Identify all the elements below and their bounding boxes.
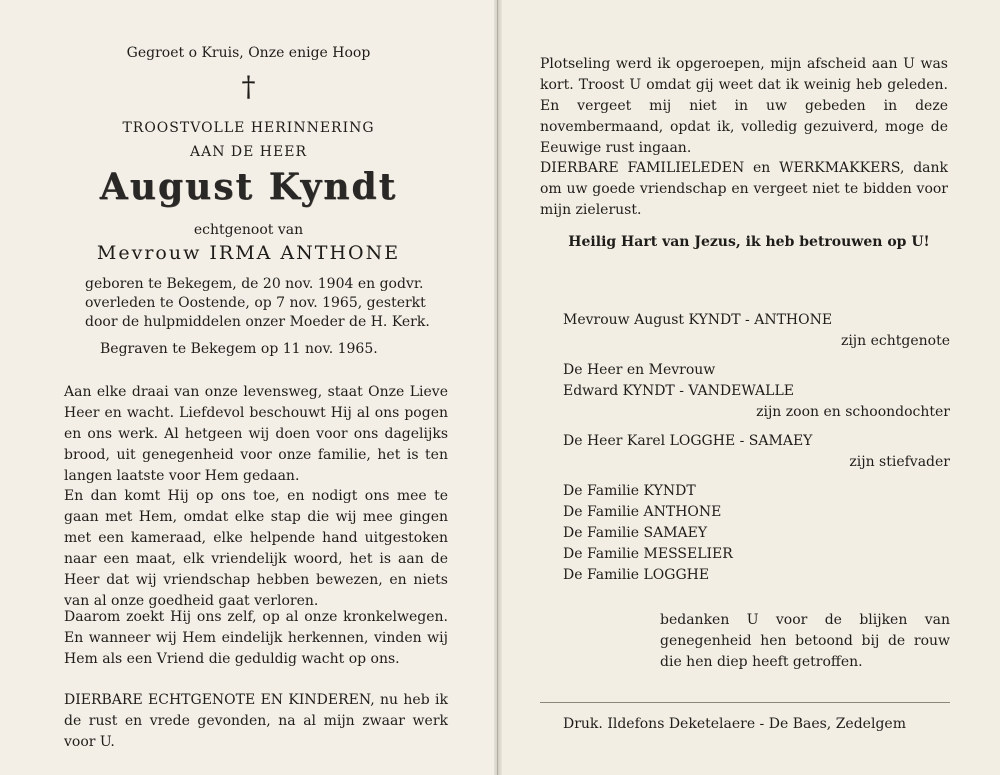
left-paragraph-3: Daarom zoekt Hij ons zelf, op al onze kronkelwegen. En wanneer wij Hem eindelijk herkennen, vinden wij Hem als een Vriend die geduldig wacht op ons. — [64, 609, 448, 667]
printer-credit: Druk. Ildefons Deketelaere - De Baes, Zedelgem — [563, 716, 906, 732]
left-paragraph-1: Aan elke draai van onze levensweg, staat Onze Lieve Heer en wacht. Liefdevol beschouwt Hij al ons pogen en ons werk. Al hetgeen wij doen voor ons dagelijks brood, uit genegenheid voor onze familie, het is ten langen laatste voor Hem gedaan. — [64, 384, 448, 484]
footer-divider — [540, 702, 950, 703]
mourner-2-intro: De Heer en Mevrouw — [563, 362, 716, 378]
dates-line-3: door de hulpmiddelen onzer Moeder de H. Kerk. — [85, 314, 430, 330]
right-paragraph-2: DIERBARE FAMILIELEDEN en WERKMAKKERS, dank om uw goede vriendschap en vergeet niet te bidden voor mijn zielerust. — [540, 160, 948, 218]
burial-line: Begraven te Bekegem op 11 nov. 1965. — [100, 341, 378, 357]
left-paragraph-4: DIERBARE ECHTGENOTE EN KINDEREN, nu heb ik de rust en vrede gevonden, na al mijn zwaar werk voor U. — [64, 692, 448, 750]
mourner-2-role: zijn zoon en schoondochter — [756, 404, 950, 420]
cross-icon: † — [241, 70, 256, 103]
left-paragraph-2: En dan komt Hij op ons toe, en nodigt ons mee te gaan met Hem, omdat elke stap die wij mee gingen met een kameraad, elke helpende hand uitgestoken naar een maat, elk vriendelijk woord, het is aan de Heer dat wij vriendschap hebben bewezen, en niets van al onze goedheid gaat verloren. — [64, 488, 448, 609]
right-page — [498, 0, 1000, 775]
dates-line-2: overleden te Oostende, op 7 nov. 1965, gesterkt — [85, 295, 426, 311]
heading-heer: AAN DE HEER — [189, 144, 307, 160]
prayer-line: Heilig Hart van Jezus, ik heb betrouwen op U! — [568, 234, 930, 250]
deceased-name: August Kyndt — [99, 166, 398, 208]
mourner-1-name: Mevrouw August KYNDT - ANTHONE — [563, 312, 833, 328]
right-paragraph-1: Plotseling werd ik opgeroepen, mijn afscheid aan U was kort. Troost U omdat gij weet dat ik weinig heb geleden. En vergeet mij niet in uw gebeden in deze novembermaand, opdat ik, volledig gezuiverd, moge de Eeuwige rust ingaan. — [540, 56, 948, 156]
thanks-paragraph: bedanken U voor de blijken van genegenheid hen betoond bij de rouw die hen diep heeft getroffen. — [660, 612, 950, 670]
family-line: De Familie SAMAEY — [563, 525, 708, 541]
left-page — [0, 0, 498, 775]
spouse-intro: echtgenoot van — [193, 222, 304, 238]
greeting: Gegroet o Kruis, Onze enige Hoop — [126, 45, 371, 61]
heading-herinnering: TROOSTVOLLE HERINNERING — [122, 120, 375, 136]
family-line: De Familie MESSELIER — [563, 546, 733, 562]
mourner-2-name: Edward KYNDT - VANDEWALLE — [563, 383, 794, 399]
mourner-1-role: zijn echtgenote — [840, 333, 950, 349]
page-fold — [494, 0, 502, 775]
family-line: De Familie ANTHONE — [563, 504, 722, 520]
mourner-3-name: De Heer Karel LOGGHE - SAMAEY — [563, 433, 813, 449]
family-line: De Familie KYNDT — [563, 483, 696, 499]
dates-line-1: geboren te Bekegem, de 20 nov. 1904 en godvr. — [85, 276, 424, 292]
mourner-3-role: zijn stiefvader — [849, 454, 950, 470]
family-line: De Familie LOGGHE — [563, 567, 710, 583]
spouse-name: Mevrouw IRMA ANTHONE — [96, 242, 401, 264]
